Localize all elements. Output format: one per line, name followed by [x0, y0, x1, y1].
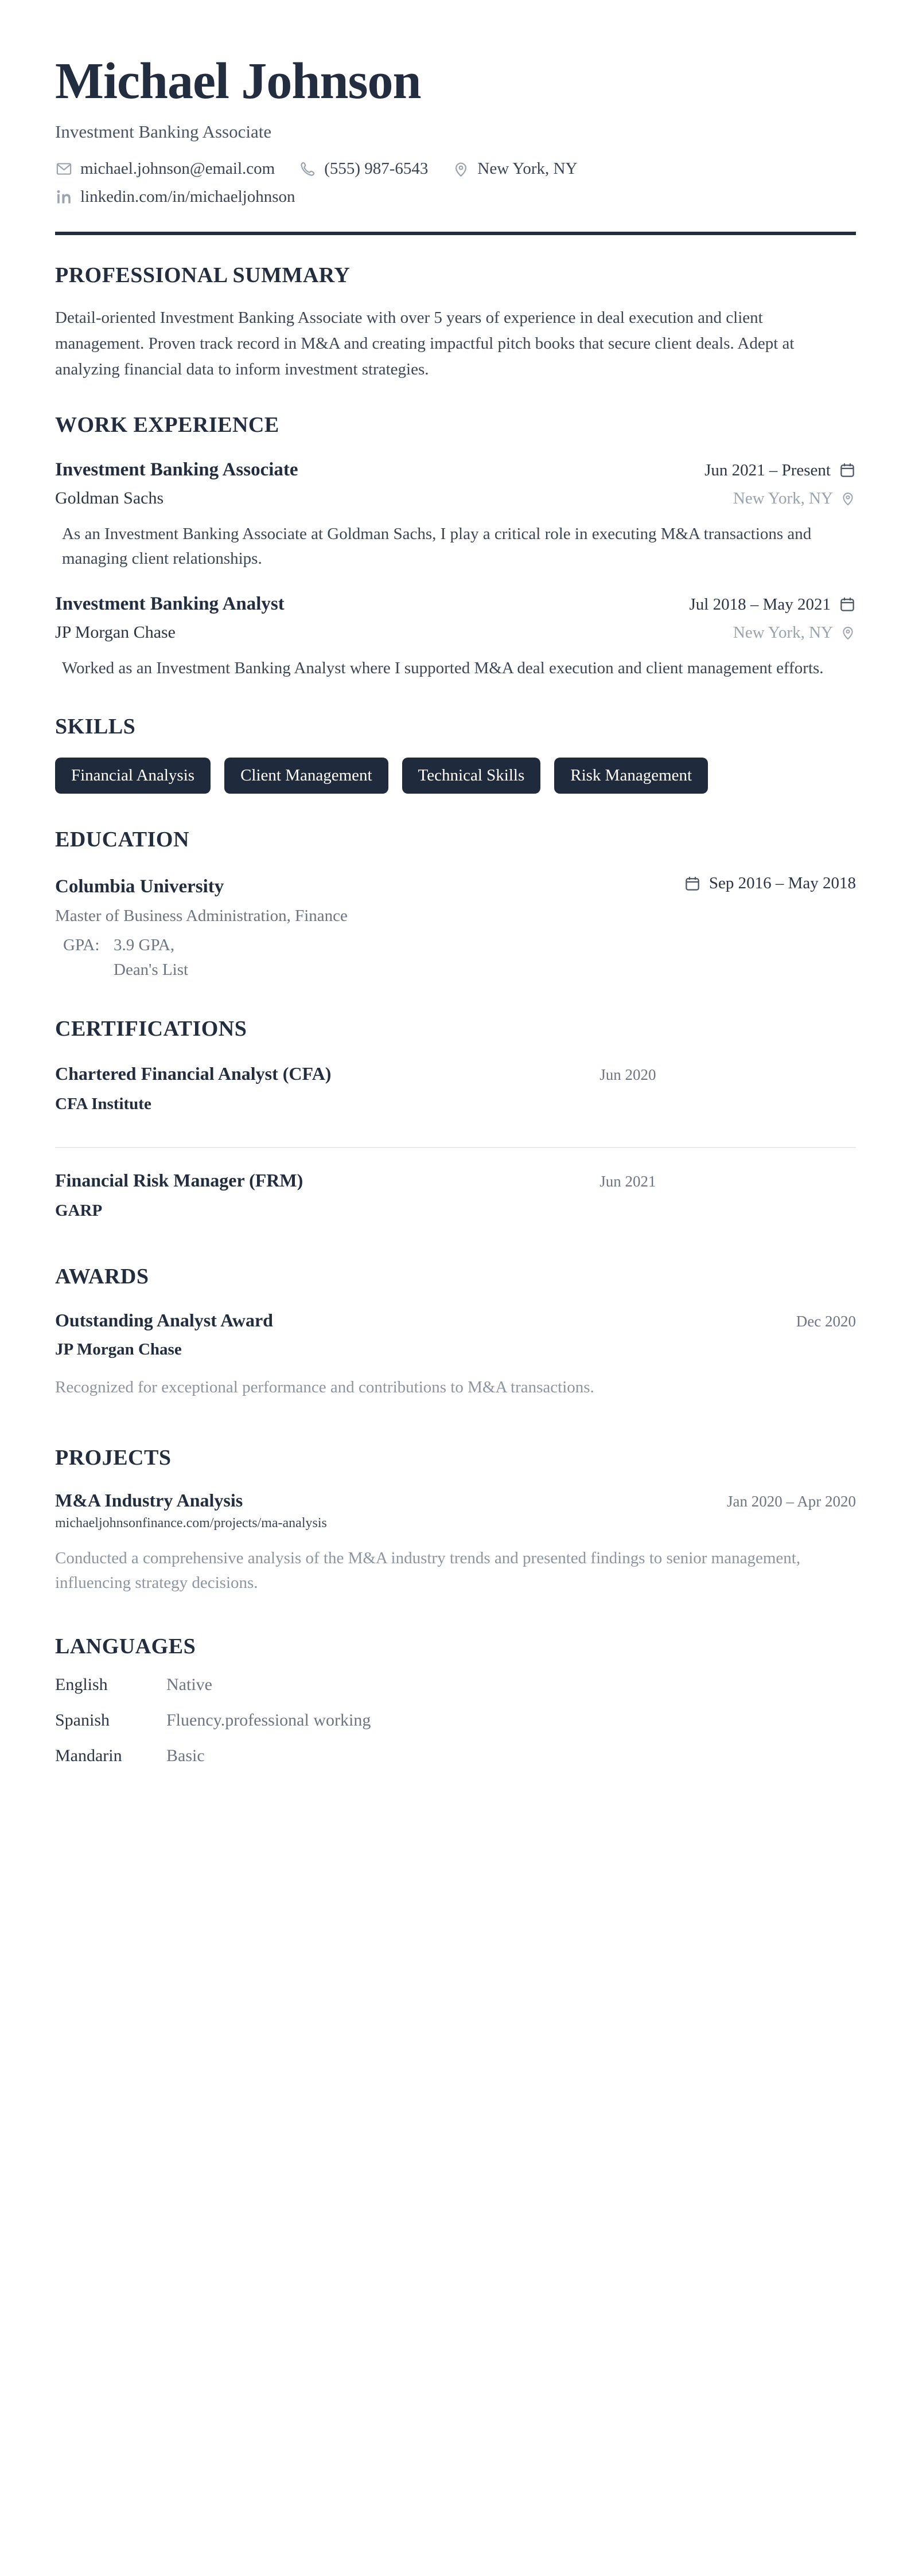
skills-pill-row: [55, 758, 856, 794]
summary-text: Detail-oriented Investment Banking Associate with over 5 years of experience in deal execution and client management. Proven track record in M&A and creating impactful pitch books that secure client deals. Adept at analyzing financial data to inform investment strategies.: [55, 308, 795, 378]
language-row: [55, 1746, 856, 1766]
certification-name: Chartered Financial Analyst (CFA): [55, 1063, 332, 1084]
education-dates-text: Sep 2016 – May 2018: [708, 874, 856, 893]
language-name: Mandarin: [55, 1746, 122, 1765]
resume-header: [55, 55, 856, 235]
school-name: Columbia University: [55, 876, 224, 897]
job-dates-text: Jun 2021 – Present: [704, 460, 831, 479]
location-pin-icon: [840, 490, 856, 506]
certifications-heading: CERTIFICATIONS: [55, 1016, 247, 1041]
job-location-text: New York, NY: [733, 489, 833, 508]
job-title: Investment Banking Associate: [55, 459, 298, 480]
section-projects: [55, 1445, 856, 1596]
job-company-row: [55, 623, 856, 642]
projects-heading: PROJECTS: [55, 1445, 172, 1470]
header-divider: [55, 232, 856, 235]
job-description: As an Investment Banking Associate at Goldman Sachs, I play a critical role in executing M&A transactions and managing client relationships.: [62, 524, 812, 568]
person-name: Michael Johnson: [55, 53, 421, 110]
award-date: Dec 2020: [796, 1312, 856, 1330]
education-dates: [684, 874, 856, 893]
job-entry: [55, 594, 856, 681]
award-org: JP Morgan Chase: [55, 1340, 182, 1359]
job-dates-text: Jul 2018 – May 2021: [689, 595, 831, 614]
language-level: Native: [166, 1675, 212, 1694]
job-description: Worked as an Investment Banking Analyst where I supported M&A deal execution and client management efforts.: [62, 658, 824, 677]
contact-email-text: michael.johnson@email.com: [80, 159, 275, 178]
calendar-icon: [684, 875, 701, 892]
contact-phone: [299, 159, 428, 178]
certification-date: Jun 2021: [599, 1172, 656, 1190]
project-name: M&A Industry Analysis: [55, 1489, 243, 1511]
gpa-line: [63, 936, 856, 955]
education-heading: EDUCATION: [55, 828, 189, 852]
skill-pill: Risk Management: [554, 758, 708, 794]
contact-phone-text: (555) 987-6543: [324, 159, 429, 178]
contact-email: [55, 159, 275, 178]
contact-row-1: [55, 159, 856, 178]
certification-issuer: CFA Institute: [55, 1094, 151, 1113]
project-dates: Jan 2020 – Apr 2020: [727, 1492, 856, 1510]
languages-heading: LANGUAGES: [55, 1634, 196, 1658]
job-company: JP Morgan Chase: [55, 622, 176, 642]
certification-entry: [55, 1063, 856, 1114]
location-pin-icon: [840, 625, 856, 641]
skill-pill: Technical Skills: [402, 758, 541, 794]
calendar-icon: [839, 462, 856, 479]
phone-icon: [299, 160, 317, 178]
section-languages: [55, 1634, 856, 1766]
contact-location: [452, 159, 577, 178]
gpa-value: 3.9 GPA,: [114, 935, 175, 954]
certification-issuer: GARP: [55, 1201, 103, 1220]
language-row: [55, 1711, 856, 1730]
linkedin-icon: [55, 188, 73, 206]
section-summary: [55, 263, 856, 383]
certification-head: [55, 1063, 856, 1084]
location-pin-icon: [452, 160, 470, 178]
award-head: [55, 1310, 856, 1331]
language-level: Basic: [166, 1746, 205, 1765]
gpa-label: GPA:: [63, 935, 100, 954]
certification-divider: [55, 1147, 856, 1148]
job-location-text: New York, NY: [733, 623, 833, 642]
language-name: Spanish: [55, 1710, 110, 1730]
project-entry: [55, 1490, 856, 1596]
language-level: Fluency.professional working: [166, 1710, 371, 1730]
certification-name: Financial Risk Manager (FRM): [55, 1169, 303, 1191]
contact-location-text: New York, NY: [477, 159, 578, 178]
awards-heading: AWARDS: [55, 1264, 149, 1289]
job-location: [733, 489, 856, 508]
award-entry: [55, 1310, 856, 1399]
work-heading: WORK EXPERIENCE: [55, 412, 279, 437]
language-row: [55, 1675, 856, 1695]
job-head: [55, 459, 856, 481]
skill-pill: Client Management: [224, 758, 388, 794]
contact-linkedin: [55, 188, 295, 206]
degree: Master of Business Administration, Finance: [55, 906, 348, 925]
project-description: Conducted a comprehensive analysis of the M&A industry trends and presented findings to senior management, influencing strategy decisions.: [55, 1548, 801, 1593]
skills-heading: SKILLS: [55, 715, 136, 739]
award-description: Recognized for exceptional performance and contributions to M&A transactions.: [55, 1377, 594, 1396]
job-company-row: [55, 489, 856, 508]
job-company: Goldman Sachs: [55, 488, 164, 508]
job-title: Investment Banking Analyst: [55, 593, 285, 614]
job-entry: [55, 459, 856, 572]
certification-head: [55, 1170, 856, 1191]
section-education: [55, 827, 856, 979]
language-name: English: [55, 1675, 108, 1694]
project-head: [55, 1490, 856, 1511]
skill-pill: Financial Analysis: [55, 758, 211, 794]
email-icon: [55, 160, 73, 178]
certification-date: Jun 2020: [599, 1065, 656, 1083]
section-awards: [55, 1264, 856, 1399]
section-work-experience: [55, 412, 856, 681]
contact-row-2: [55, 188, 856, 206]
award-name: Outstanding Analyst Award: [55, 1309, 273, 1330]
gpa-block: [55, 936, 856, 979]
job-dates: [704, 461, 856, 480]
certification-entry: [55, 1170, 856, 1220]
honors: Dean's List: [114, 960, 189, 979]
contact-linkedin-text: linkedin.com/in/michaeljohnson: [80, 187, 295, 206]
calendar-icon: [839, 596, 856, 613]
person-job-title: Investment Banking Associate: [55, 121, 272, 142]
job-location: [733, 623, 856, 642]
summary-heading: PROFESSIONAL SUMMARY: [55, 263, 351, 287]
job-head: [55, 594, 856, 615]
section-certifications: [55, 1016, 856, 1220]
job-dates: [690, 595, 857, 614]
section-skills: [55, 714, 856, 794]
education-head: [55, 874, 856, 897]
project-url: michaeljohnsonfinance.com/projects/ma-analysis: [55, 1515, 327, 1531]
